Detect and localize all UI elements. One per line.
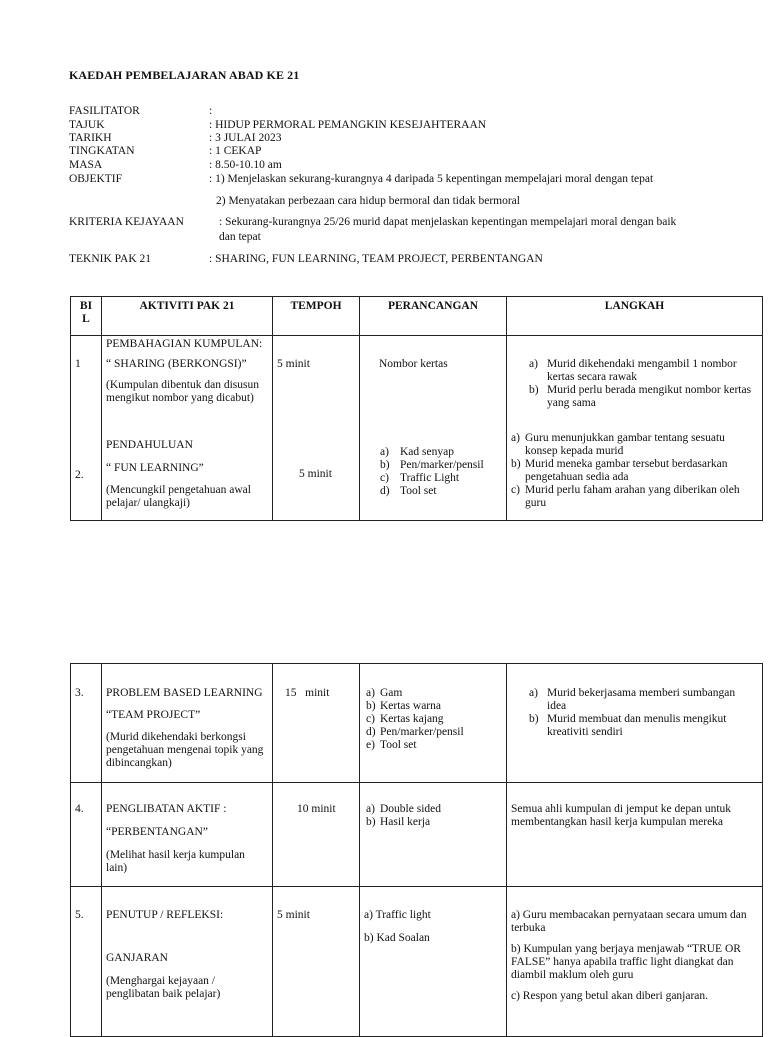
perancangan-5-item-b: b) Kad Soalan	[364, 932, 430, 944]
kriteria-label: KRITERIA KEJAYAAN	[69, 216, 184, 228]
header-bil: BI L	[71, 297, 102, 336]
aktiviti-cell	[102, 887, 273, 1037]
bil-1: 1	[75, 358, 81, 370]
list-item: a) Guru menunjukkan gambar tentang sesuatu konsep kepada murid	[511, 432, 725, 457]
list-item: c) Murid perlu faham arahan yang diberikan oleh guru	[511, 484, 740, 509]
list-item: b) Hasil kerja	[366, 816, 431, 828]
langkah-cell	[507, 783, 763, 887]
activity-table-bottom	[70, 663, 763, 1037]
table-row	[71, 783, 763, 887]
langkah-5-para-a: a) Guru membacakan pernyataan secara umum dan terbuka	[511, 909, 747, 934]
info-value-fasilitator: :	[209, 105, 213, 117]
langkah-cell	[507, 664, 763, 783]
aktiviti-cell	[102, 783, 273, 887]
bil-5: 5.	[75, 909, 84, 921]
aktiviti-1-name: “ SHARING (BERKONGSI)”	[106, 358, 247, 370]
aktiviti-cell	[102, 336, 273, 521]
perancangan-2-list	[380, 446, 505, 498]
tempoh-5: 5 minit	[277, 909, 310, 921]
bil-cell	[71, 336, 102, 521]
list-item: a) Kad senyap	[380, 446, 454, 458]
teknik-value: : SHARING, FUN LEARNING, TEAM PROJECT, PERBENTANGAN	[209, 253, 543, 265]
aktiviti-5-heading: PENUTUP / REFLEKSI:	[106, 909, 224, 921]
kriteria-value-line1: : Sekurang-kurangnya 25/26 murid dapat menjelaskan kepentingan mempelajari moral dengan baik	[219, 216, 677, 228]
list-item: a) Murid dikehendaki mengambil 1 nombor kertas secara rawak	[529, 358, 737, 383]
tempoh-cell	[273, 783, 360, 887]
langkah-4-text: Semua ahli kumpulan di jemput ke depan untuk membentangkan hasil kerja kumpulan mereka	[511, 803, 732, 828]
header-aktiviti: AKTIVITI PAK 21	[102, 297, 273, 336]
info-label-tajuk: TAJUK	[69, 119, 105, 131]
tempoh-2: 5 minit	[299, 468, 332, 480]
langkah-2-list	[511, 432, 759, 510]
bil-cell	[71, 887, 102, 1037]
perancangan-5-item-a: a) Traffic light	[364, 909, 431, 921]
perancangan-cell	[360, 887, 507, 1037]
list-item: c) Kertas kajang	[366, 713, 444, 725]
info-label-tingkatan: TINGKATAN	[69, 145, 135, 157]
tempoh-1: 5 minit	[277, 358, 310, 370]
teknik-label: TEKNIK PAK 21	[69, 253, 151, 265]
bil-cell	[71, 664, 102, 783]
document-title: KAEDAH PEMBELAJARAN ABAD KE 21	[69, 68, 300, 82]
list-item: b) Murid membuat dan menulis mengikut kreativiti sendiri	[529, 713, 727, 738]
header-perancangan: PERANCANGAN	[360, 297, 507, 336]
tempoh-cell	[273, 887, 360, 1037]
list-item: b) Murid perlu berada mengikut nombor kertas yang sama	[529, 384, 752, 409]
langkah-5-para-b: b) Kumpulan yang berjaya menjawab “TRUE OR FALSE” hanya apabila traffic light diangkat dan diambil maklum oleh guru	[511, 943, 741, 981]
list-item: a) Murid bekerjasama memberi sumbangan idea	[529, 687, 736, 712]
bil-2: 2.	[75, 469, 84, 481]
table-row	[71, 887, 763, 1037]
aktiviti-2-name: “ FUN LEARNING”	[106, 462, 204, 474]
kriteria-value-line2: dan tepat	[219, 231, 261, 243]
info-label-tarikh: TARIKH	[69, 132, 112, 144]
perancangan-4-list	[360, 783, 506, 829]
list-item: b) Kertas warna	[366, 700, 441, 712]
list-item: d) Pen/marker/pensil	[366, 726, 464, 738]
aktiviti-3-heading: PROBLEM BASED LEARNING	[106, 687, 263, 699]
list-item: b) Murid meneka gambar tersebut berdasarkan pengetahuan sedia ada	[511, 458, 728, 483]
list-item: d) Tool set	[380, 485, 437, 497]
tempoh-cell	[273, 336, 360, 521]
aktiviti-2-note: (Mencungkil pengetahuan awal pelajar/ ulangkaji)	[106, 484, 251, 509]
aktiviti-4-note: (Melihat hasil kerja kumpulan lain)	[106, 849, 245, 874]
aktiviti-1-heading: PEMBAHAGIAN KUMPULAN:	[106, 338, 263, 350]
aktiviti-4-heading: PENGLIBATAN AKTIF :	[106, 803, 227, 815]
list-item: e) Tool set	[366, 739, 417, 751]
tempoh-cell	[273, 664, 360, 783]
header-tempoh: TEMPOH	[273, 297, 360, 336]
header-langkah: LANGKAH	[507, 297, 763, 336]
list-item: b) Pen/marker/pensil	[380, 459, 484, 471]
bil-cell	[71, 783, 102, 887]
perancangan-cell	[360, 336, 507, 521]
bil-3: 3.	[75, 687, 84, 699]
aktiviti-5-name: GANJARAN	[106, 952, 168, 964]
table-row	[71, 664, 763, 783]
info-label-fasilitator: FASILITATOR	[69, 105, 140, 117]
tempoh-3: 15 minit	[285, 687, 330, 699]
langkah-cell	[507, 887, 763, 1037]
table-header-row	[71, 297, 763, 336]
info-label-masa: MASA	[69, 159, 103, 171]
perancangan-1: Nombor kertas	[379, 358, 448, 370]
langkah-1-list	[529, 358, 757, 410]
aktiviti-3-note: (Murid dikehendaki berkongsi pengetahuan mengenai topik yang dibincangkan)	[106, 731, 264, 769]
table-row	[71, 336, 763, 521]
info-value-tajuk: : HIDUP PERMORAL PEMANGKIN KESEJAHTERAAN	[209, 119, 487, 131]
aktiviti-2-heading: PENDAHULUAN	[106, 439, 193, 451]
aktiviti-3-name: “TEAM PROJECT”	[106, 709, 201, 721]
aktiviti-cell	[102, 664, 273, 783]
info-value-objektif-1: : 1) Menjelaskan sekurang-kurangnya 4 daripada 5 kepentingan mempelajari moral dengan tepat	[209, 173, 654, 185]
bil-4: 4.	[75, 803, 84, 815]
tempoh-4: 10 minit	[297, 803, 336, 815]
info-value-tingkatan: : 1 CEKAP	[209, 145, 262, 157]
list-item: a) Gam	[366, 687, 403, 699]
info-value-tarikh: : 3 JULAI 2023	[209, 132, 282, 144]
perancangan-cell	[360, 664, 507, 783]
aktiviti-1-note: (Kumpulan dibentuk dan disusun mengikut nombor yang dicabut)	[106, 379, 259, 404]
activity-table-top	[70, 296, 763, 521]
perancangan-cell	[360, 783, 507, 887]
list-item: a) Double sided	[366, 803, 442, 815]
langkah-cell	[507, 336, 763, 521]
info-value-objektif-2: 2) Menyatakan perbezaan cara hidup bermoral dan tidak bermoral	[216, 195, 520, 207]
langkah-3-list	[507, 664, 762, 739]
list-item: c) Traffic Light	[380, 472, 460, 484]
aktiviti-4-name: “PERBENTANGAN”	[106, 826, 208, 838]
info-value-masa: : 8.50-10.10 am	[209, 159, 282, 171]
aktiviti-5-note: (Menghargai kejayaan / penglibatan baik pelajar)	[106, 975, 221, 1000]
perancangan-3-list	[360, 664, 506, 752]
langkah-5-para-c: c) Respon yang betul akan diberi ganjaran.	[511, 990, 709, 1002]
info-label-objektif: OBJEKTIF	[69, 173, 123, 185]
